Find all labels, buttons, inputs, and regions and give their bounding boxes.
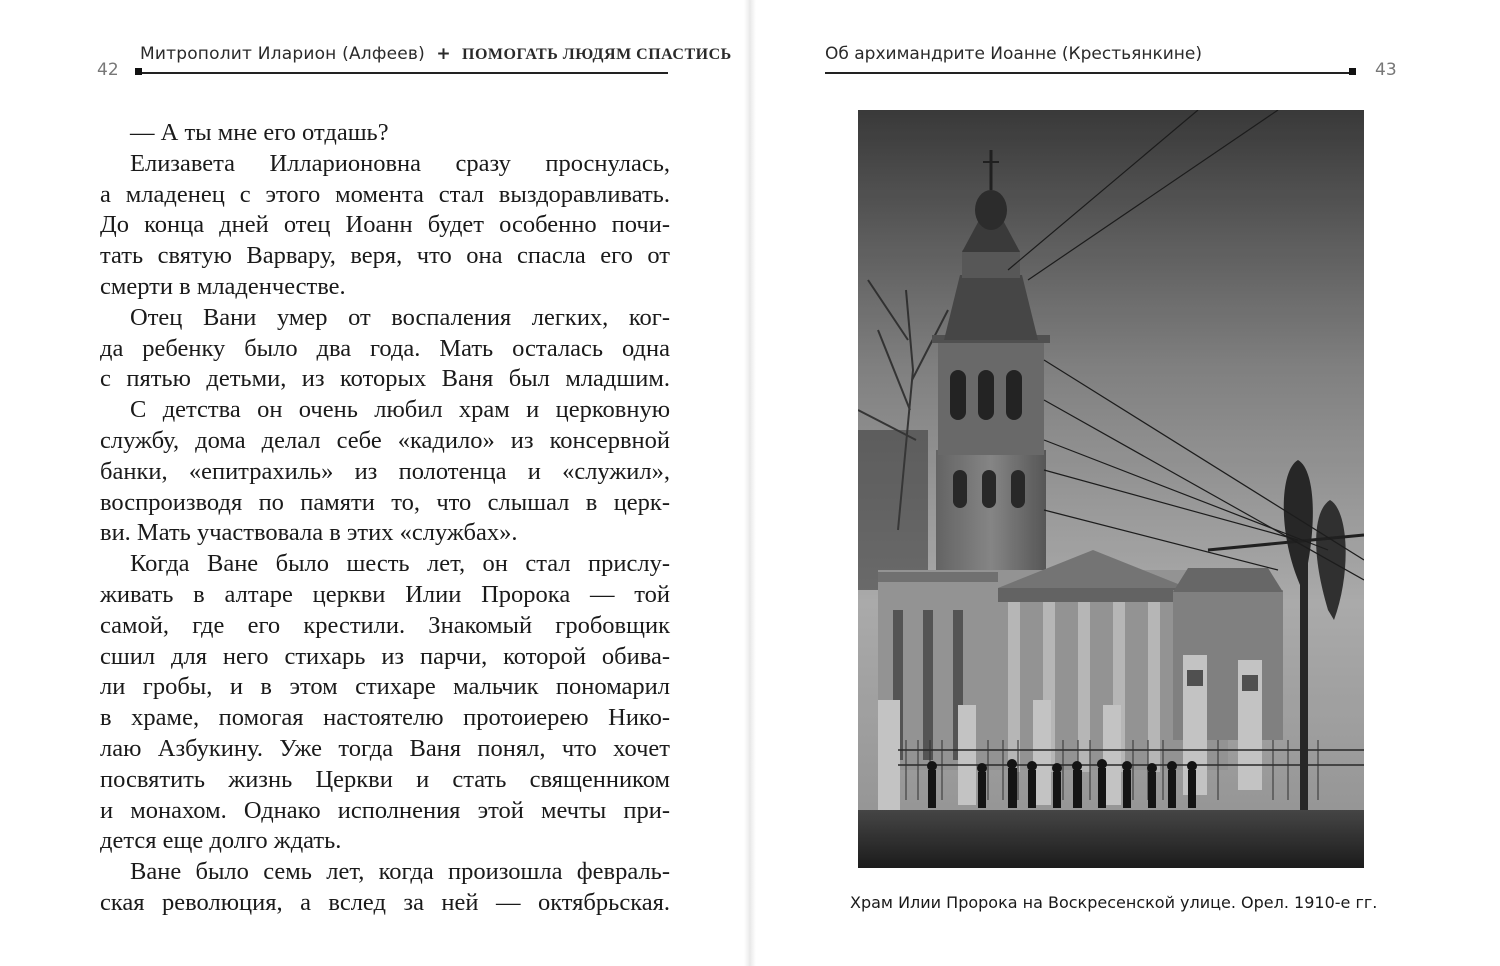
text-line: тать святую Варвару, веря, что она спасла его от — [100, 242, 670, 270]
text-line: Ване было семь лет, когда произошла февраль- — [130, 858, 670, 886]
running-head-author: Митрополит Иларион (Алфеев) — [140, 44, 425, 64]
text-line: сшил для него стихарь из парчи, которой обива- — [100, 642, 670, 670]
header-rule-right — [825, 72, 1353, 74]
header-rule-right-endmark — [1349, 68, 1356, 75]
page-number-left: 42 — [97, 60, 119, 80]
page-number-right: 43 — [1375, 60, 1397, 80]
running-head-separator: + — [436, 44, 451, 64]
text-line: самой, где его крестили. Знакомый гробовщик — [100, 611, 670, 639]
text-line: воспроизводя по памяти то, что слышал в церк- — [100, 488, 670, 516]
body-text — [100, 118, 670, 919]
photo-caption: Храм Илии Пророка на Воскресенской улице. Орел. 1910-е гг. — [850, 893, 1378, 912]
text-line: посвятить жизнь Церкви и стать священником — [100, 765, 670, 793]
text-line: дется еще долго ждать. — [100, 827, 342, 855]
text-line: смерти в младенчестве. — [100, 272, 346, 300]
text-line: ская революция, а вслед за ней — октябрьская. — [100, 888, 670, 916]
text-line: а младенец с этого момента стал выздоравливать. — [100, 180, 670, 208]
text-line: службу, дома делал себе «кадило» из консервной — [100, 426, 670, 454]
text-line: и монахом. Однако исполнения этой мечты при- — [100, 796, 670, 824]
text-line: — А ты мне его отдашь? — [130, 119, 389, 146]
text-line: С детства он очень любил храм и церковную — [130, 396, 670, 424]
left-page — [0, 0, 745, 966]
header-rule-left — [138, 72, 668, 74]
header-rule-left-endmark — [135, 68, 142, 75]
right-page — [755, 0, 1500, 966]
text-line: ви. Мать участвовала в этих «службах». — [100, 519, 518, 547]
text-line: До конца дней отец Иоанн будет особенно почи- — [100, 211, 670, 239]
text-line: лаю Азбукину. Уже тогда Ваня понял, что хочет — [100, 734, 670, 762]
church-photograph — [858, 110, 1364, 868]
running-head-book-title: ПОМОГАТЬ ЛЮДЯМ СПАСТИСЬ — [462, 46, 732, 63]
text-line: живать в алтаре церкви Илии Пророка — той — [100, 580, 670, 608]
text-line: Елизавета Илларионовна сразу проснулась, — [130, 149, 670, 177]
text-line: в храме, помогая настоятелю протоиерею Нико- — [100, 704, 670, 732]
text-line: банки, «епитрахиль» из полотенца и «служил», — [100, 457, 670, 485]
text-line: с пятью детьми, из которых Ваня был младшим. — [100, 365, 670, 393]
running-head-left — [140, 44, 732, 64]
text-line: да ребенку было два года. Мать осталась одна — [100, 334, 670, 362]
text-line: ли гробы, и в этом стихаре мальчик пономарил — [100, 673, 670, 701]
text-line: Отец Вани умер от воспаления легких, ког- — [130, 303, 670, 331]
text-line: Когда Ване было шесть лет, он стал прислу- — [130, 550, 670, 578]
running-head-right: Об архимандрите Иоанне (Крестьянкине) — [825, 44, 1203, 64]
